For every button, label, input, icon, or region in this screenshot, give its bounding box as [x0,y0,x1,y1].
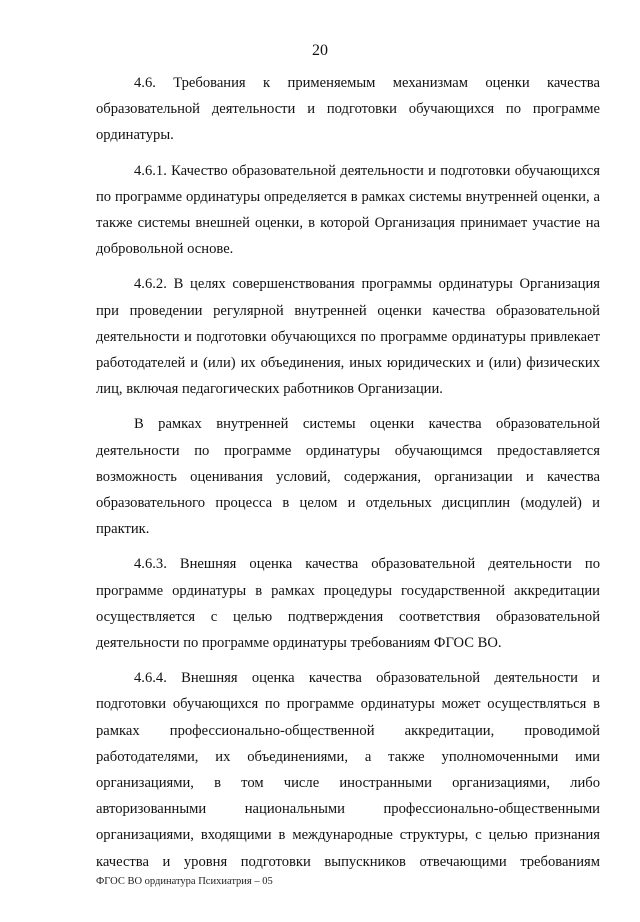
paragraph-4-6-2: 4.6.2. В целях совершенствования программы ординатуры Организация при проведении регулярной внутренней оценки качества образовательной деятельности и подготовки обучающихся по программе ординатуры привлекает работодателей и (или) их объединения, иных юридических и (или) физических лиц, включая педагогических работников Организации. [96,276,600,398]
paragraph-4-6-3: 4.6.3. Внешняя оценка качества образовательной деятельности по программе ординатуры в рамках процедуры государственной аккредитации осуществляется с целью подтверждения соответствия образовательной деятельности по программе ординатуры требованиям ФГОС ВО. [96,556,600,652]
paragraph-4-6: 4.6. Требования к применяемым механизмам оценки качества образовательной деятельности и подготовки обучающихся по программе ординатуры. [96,75,600,144]
document-body [96,70,600,884]
paragraph-4-6-4: 4.6.4. Внешняя оценка качества образовательной деятельности и подготовки обучающихся по программе ординатуры может осуществляться в рамках профессионально-общественной аккредитации, проводимой работодателями, их объединениями, а также уполномоченными ими организациями, в том числе иностранными организациями, либо авторизованными национальными профессионально-общественными организациями, входящими в международные структуры, с целью признания качества и уровня подготовки выпускников отвечающими требованиям [96,670,600,870]
page-footer: ФГОС ВО ординатура Психиатрия – 05 [96,876,273,887]
paragraph-internal-assessment: В рамках внутренней системы оценки качества образовательной деятельности по программе ординатуры обучающимся предоставляется возможность оценивания условий, содержания, организации и качества образовательного процесса в целом и отдельных дисциплин (модулей) и практик. [96,416,600,538]
paragraph-4-6-1: 4.6.1. Качество образовательной деятельности и подготовки обучающихся по программе ординатуры определяется в рамках системы внутренней оценки, а также системы внешней оценки, в которой Организация принимает участие на добровольной основе. [96,162,600,258]
page-number: 20 [312,42,328,59]
